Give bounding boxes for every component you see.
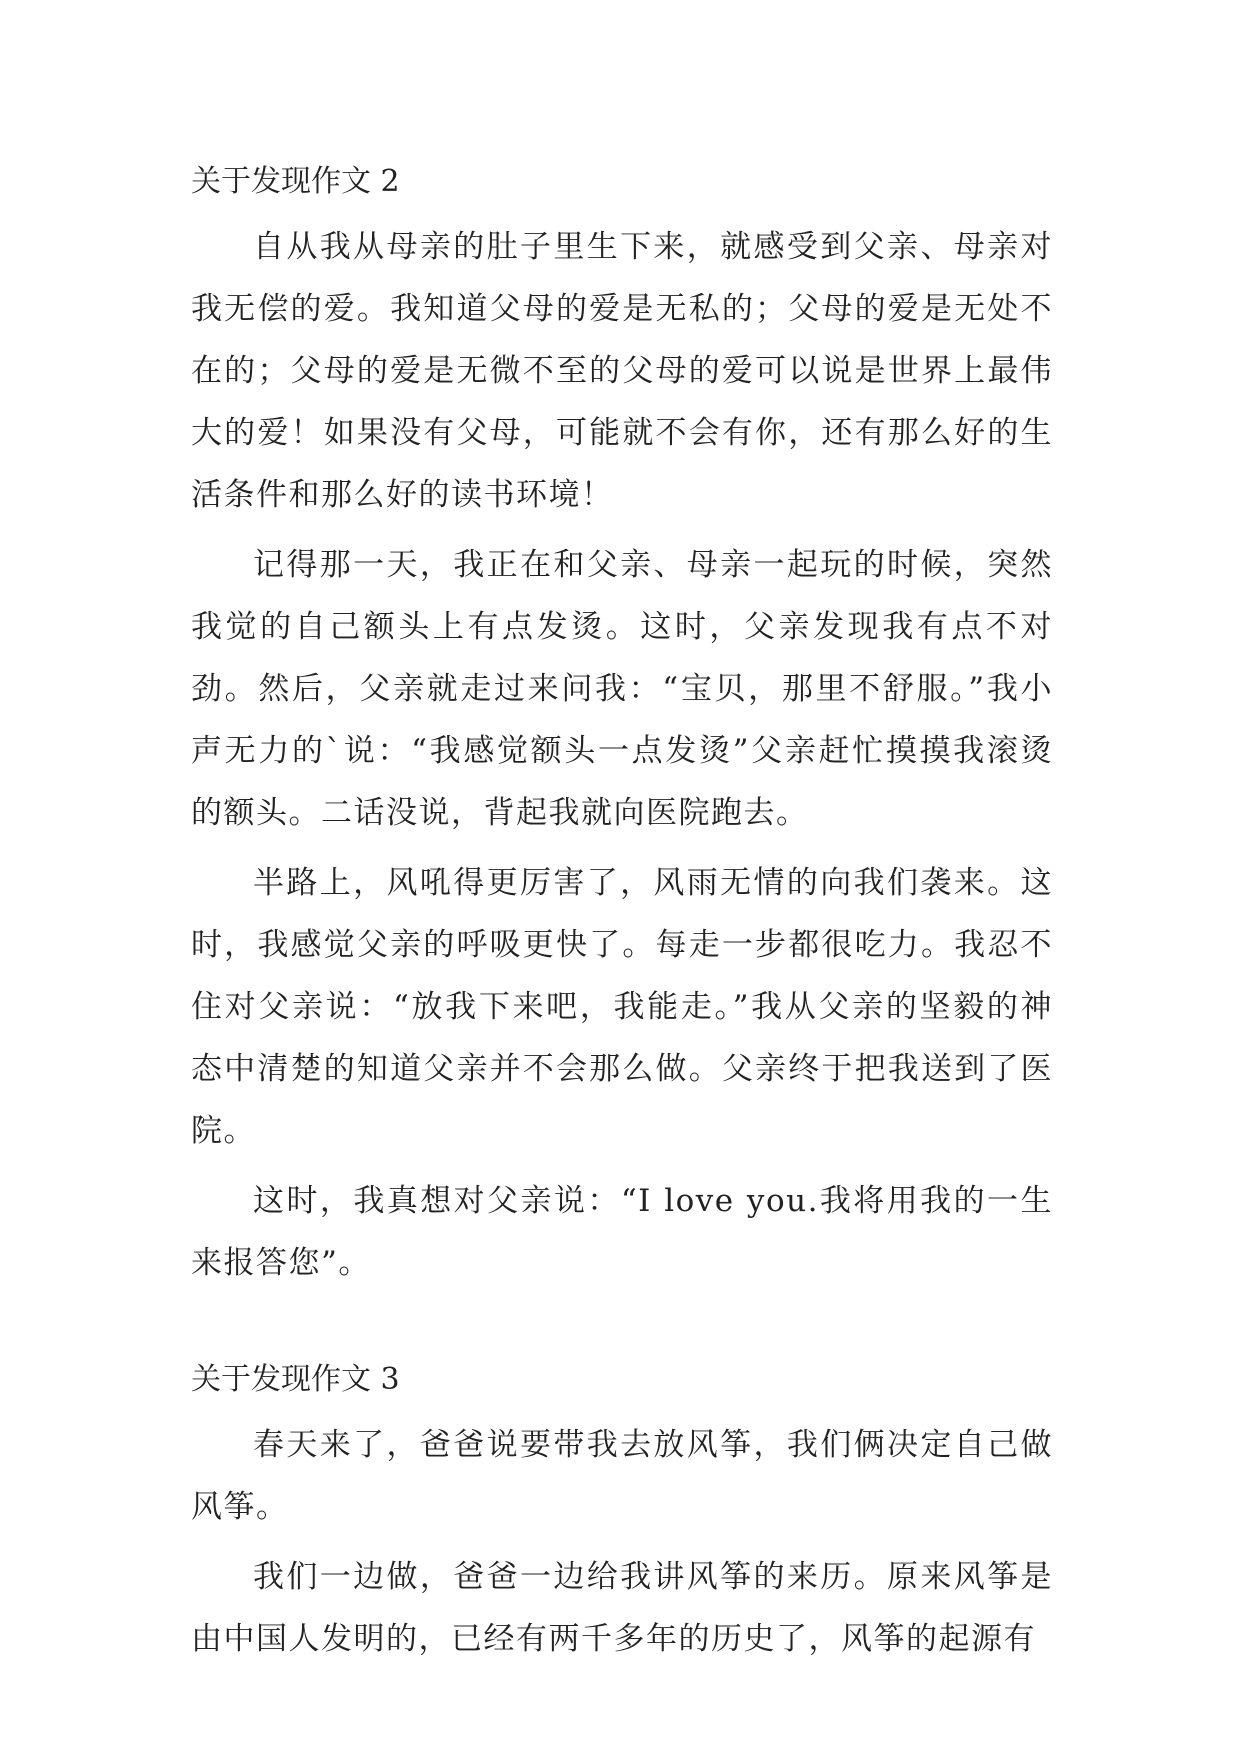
section-spacer (191, 1294, 1053, 1360)
paragraph: 半路上，风吼得更厉害了，风雨无情的向我们袭来。这时，我感觉父亲的呼吸更快了。每走一步都很吃力。我忍不住对父亲说：“放我下来吧，我能走。”我从父亲的坚毅的神态中清楚的知道父亲并不会那么做。父亲终于把我送到了医院。 (191, 865, 1053, 1149)
section-heading: 关于发现作文 3 (191, 1362, 400, 1397)
paragraph: 自从我从母亲的肚子里生下来，就感受到父亲、母亲对我无偿的爱。我知道父母的爱是无私的；父母的爱是无处不在的；父母的爱是无微不至的父母的爱可以说是世界上最伟大的爱！如果没有父母，可能就不会有你，还有那么好的生活条件和那么好的读书环境！ (191, 229, 1053, 513)
paragraph: 春天来了，爸爸说要带我去放风筝，我们俩决定自己做风筝。 (191, 1427, 1053, 1525)
section-heading: 关于发现作文 2 (191, 164, 400, 199)
paragraph: 这时，我真想对父亲说：“I love you.我将用我的一生来报答您”。 (191, 1183, 1053, 1281)
essay-section-3 (191, 1360, 1053, 1670)
document-body (191, 162, 1053, 1670)
paragraph: 我们一边做，爸爸一边给我讲风筝的来历。原来风筝是由中国人发明的，已经有两千多年的历史了，风筝的起源有 (191, 1559, 1053, 1657)
essay-section-2 (191, 162, 1053, 1294)
paragraph: 记得那一天，我正在和父亲、母亲一起玩的时候，突然我觉的自己额头上有点发烫。这时，父亲发现我有点不对劲。然后，父亲就走过来问我：“宝贝，那里不舒服。”我小声无力的`说：“我感觉额头一点发烫”父亲赶忙摸摸我滚烫的额头。二话没说，背起我就向医院跑去。 (191, 547, 1053, 831)
